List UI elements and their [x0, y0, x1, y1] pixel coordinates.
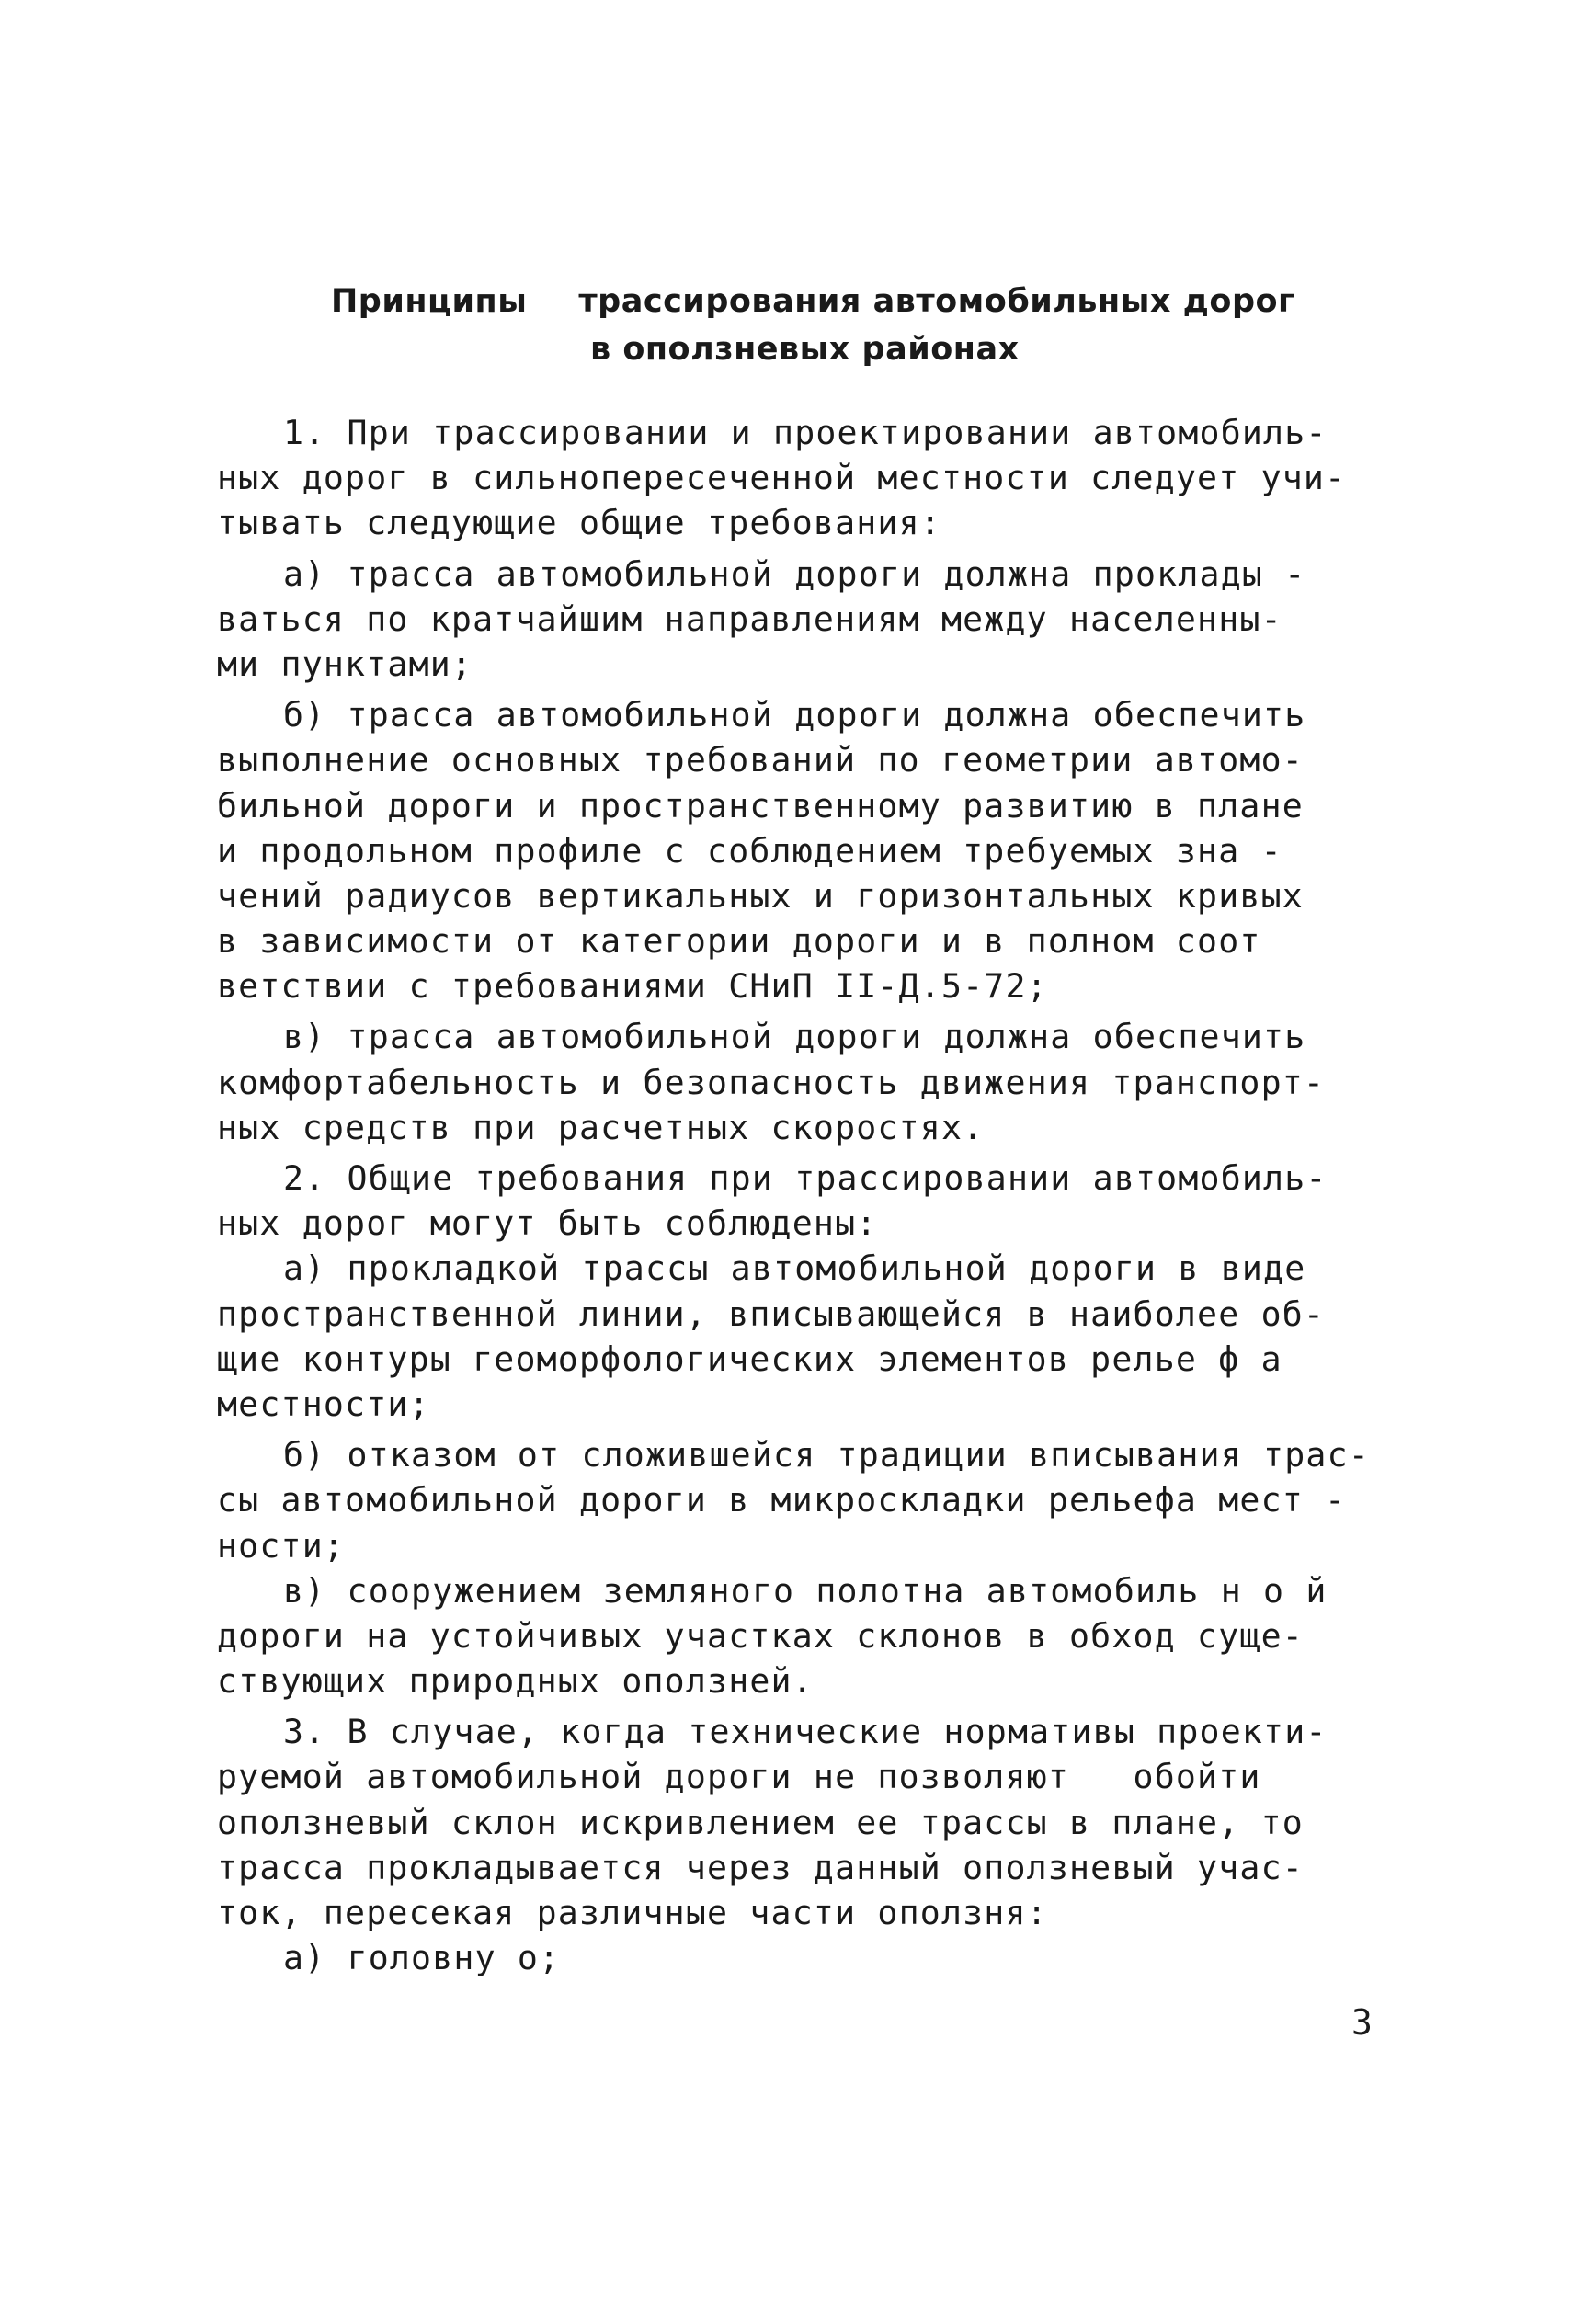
- title-line-2: в оползневых районах: [590, 331, 1020, 368]
- document-body: [217, 410, 1412, 1980]
- text-line: 3. В случае, когда технические нормативы проекти-: [283, 1712, 1328, 1752]
- text-line: а) прокладкой трассы автомобильной дороги в виде: [283, 1248, 1306, 1289]
- text-line: оползневый склон искривлением ее трассы в плане, то: [217, 1802, 1304, 1842]
- text-line: пространственной линии, вписывающейся в наиболее об-: [217, 1293, 1326, 1334]
- text-line: чений радиусов вертикальных и горизонтальных кривых: [217, 875, 1304, 916]
- text-line: а) головну о;: [283, 1938, 561, 1978]
- text-line: в) трасса автомобильной дороги должна обеспечить: [283, 1017, 1306, 1057]
- page-number: 3: [1351, 2002, 1373, 2043]
- text-line: 1. При трассировании и проектировании автомобиль-: [283, 413, 1328, 452]
- title-line-1: [331, 278, 1295, 325]
- text-line: в зависимости от категории дороги и в полном соот: [217, 921, 1261, 962]
- text-line: ми пунктами;: [217, 644, 473, 684]
- text-line: ности;: [217, 1525, 346, 1566]
- text-line: в) сооружением земляного полотна автомобиль н о й: [283, 1570, 1328, 1611]
- text-line: б) трасса автомобильной дороги должна обеспечить: [283, 695, 1306, 735]
- title-word-principles: Принципы: [331, 283, 528, 320]
- text-line: ваться по кратчайшим направлениям между населенны-: [217, 598, 1282, 639]
- text-line: бильной дороги и пространственному развитию в плане: [217, 785, 1304, 826]
- text-line: сы автомобильной дороги в микроскладки рельефа мест -: [217, 1480, 1347, 1521]
- text-line: ных средств при расчетных скоростях.: [217, 1107, 985, 1147]
- text-line: ных дорог в сильнопересеченной местности следует учи-: [217, 458, 1347, 498]
- text-line: 2. Общие требования при трассировании автомобиль-: [283, 1158, 1328, 1198]
- text-line: б) отказом от сложившейся традиции вписывания трас-: [283, 1435, 1370, 1475]
- document-title: [331, 278, 1295, 373]
- text-line: ветствии с требованиями СНиП II-Д.5-72;: [217, 966, 1048, 1007]
- text-line: трасса прокладывается через данный оползневый учас-: [217, 1847, 1304, 1887]
- text-line: а) трасса автомобильной дороги должна проклады -: [283, 553, 1306, 594]
- text-line: выполнение основных требований по геометрии автомо-: [217, 740, 1304, 780]
- title-line-1-rest: трассирования автомобильных дорог: [578, 283, 1295, 320]
- text-line: дороги на устойчивых участках склонов в обход суще-: [217, 1615, 1304, 1656]
- text-line: ток, пересекая различные части оползня:: [217, 1893, 1048, 1932]
- text-line: комфортабельность и безопасность движения транспорт-: [217, 1062, 1326, 1102]
- text-line: ствующих природных оползней.: [217, 1661, 814, 1702]
- text-line: руемой автомобильной дороги не позволяют обойти: [217, 1757, 1261, 1797]
- text-line: ных дорог могут быть соблюдены:: [217, 1203, 878, 1244]
- text-line: и продольном профиле с соблюдением требуемых зна -: [217, 830, 1282, 871]
- text-line: тывать следующие общие требования:: [217, 503, 941, 543]
- text-line: щие контуры геоморфологических элементов релье ф а: [217, 1338, 1282, 1379]
- text-line: местности;: [217, 1384, 430, 1424]
